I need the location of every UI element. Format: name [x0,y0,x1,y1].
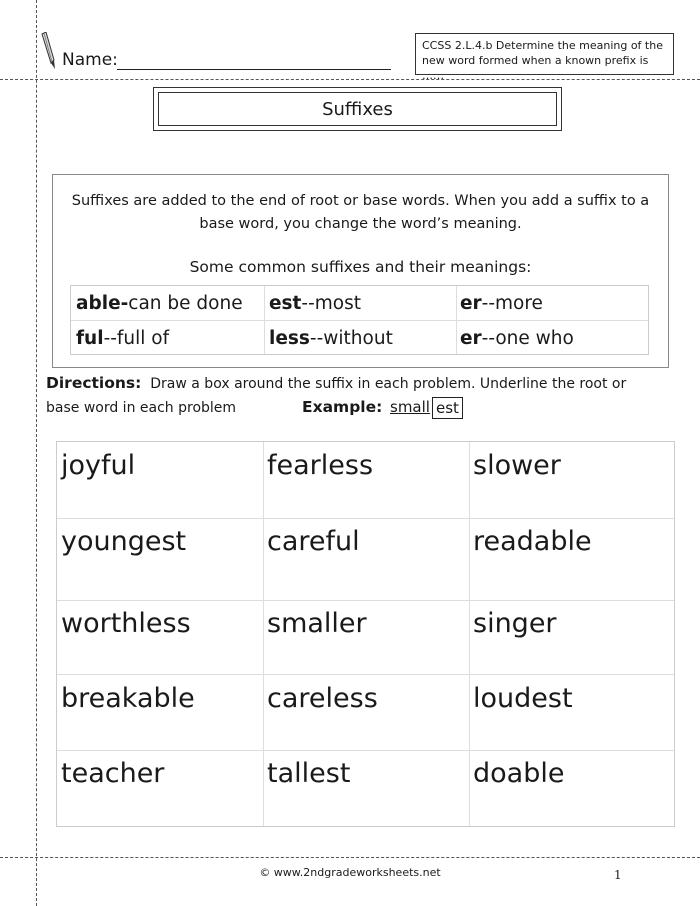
suffix-entry [460,293,543,314]
suffix-term: less [269,328,310,349]
suffix-table [70,285,649,355]
directions-line-1 [46,374,626,392]
word-cell[interactable]: slower [473,450,561,481]
word-cell[interactable]: careless [267,683,378,714]
suffix-meaning: --most [301,293,361,314]
suffix-entry [460,328,574,349]
example-root: small [390,398,430,416]
suffix-meaning: --one who [481,328,574,349]
directions-text-1: Draw a box around the suffix in each problem. Underline the root or [150,376,627,392]
page-number: 1 [614,868,622,882]
pencil-icon [40,32,56,70]
cut-line-bottom [0,857,700,858]
suffix-term: able- [76,293,129,314]
name-label: Name: [62,50,118,70]
word-cell[interactable]: joyful [61,450,136,481]
word-cell[interactable]: readable [473,526,592,557]
standard-box [415,33,674,82]
suffix-meaning: can be done [128,293,243,314]
word-cell[interactable]: breakable [61,683,195,714]
footer-copyright: © www.2ndgradeworksheets.net [259,866,441,879]
intro-line-2: base word, you change the word’s meaning. [199,216,522,232]
common-suffixes-heading: Some common suffixes and their meanings: [189,258,532,276]
word-cell[interactable]: worthless [61,608,191,639]
title-box [153,87,562,131]
suffix-entry [76,328,169,349]
suffix-term: er [460,328,482,349]
page-title: Suffixes [158,92,557,126]
suffix-meaning: --more [481,293,543,314]
suffix-term: ful [76,328,104,349]
word-cell[interactable]: fearless [267,450,374,481]
word-cell[interactable]: careful [267,526,360,557]
suffix-entry [269,328,393,349]
name-line[interactable] [117,69,391,70]
directions-label: Directions: [46,374,142,392]
word-cell[interactable]: singer [473,608,557,639]
standard-line-2: new word formed when a known prefix is …… [422,54,649,82]
suffix-term: er [460,293,482,314]
suffix-meaning: --without [309,328,393,349]
directions-text-2: base word in each problem [46,400,237,416]
word-cell[interactable]: youngest [61,526,187,557]
suffix-entry [269,293,361,314]
word-grid [56,441,675,827]
standard-line-1: CCSS 2.L.4.b Determine the meaning of the [422,39,663,52]
word-cell[interactable]: doable [473,758,565,789]
intro-text [0,190,700,236]
example-label: Example: [302,398,383,416]
cut-line-vertical [36,0,37,906]
word-cell[interactable]: tallest [267,758,351,789]
suffix-meaning: --full of [103,328,170,349]
intro-line-1: Suffixes are added to the end of root or base words. When you add a suffix to a [71,193,650,209]
word-cell[interactable]: loudest [473,683,573,714]
example-suffix-box: est [432,397,463,419]
word-cell[interactable]: teacher [61,758,165,789]
suffix-term: est [269,293,302,314]
word-cell[interactable]: smaller [267,608,367,639]
suffix-entry [76,293,243,314]
